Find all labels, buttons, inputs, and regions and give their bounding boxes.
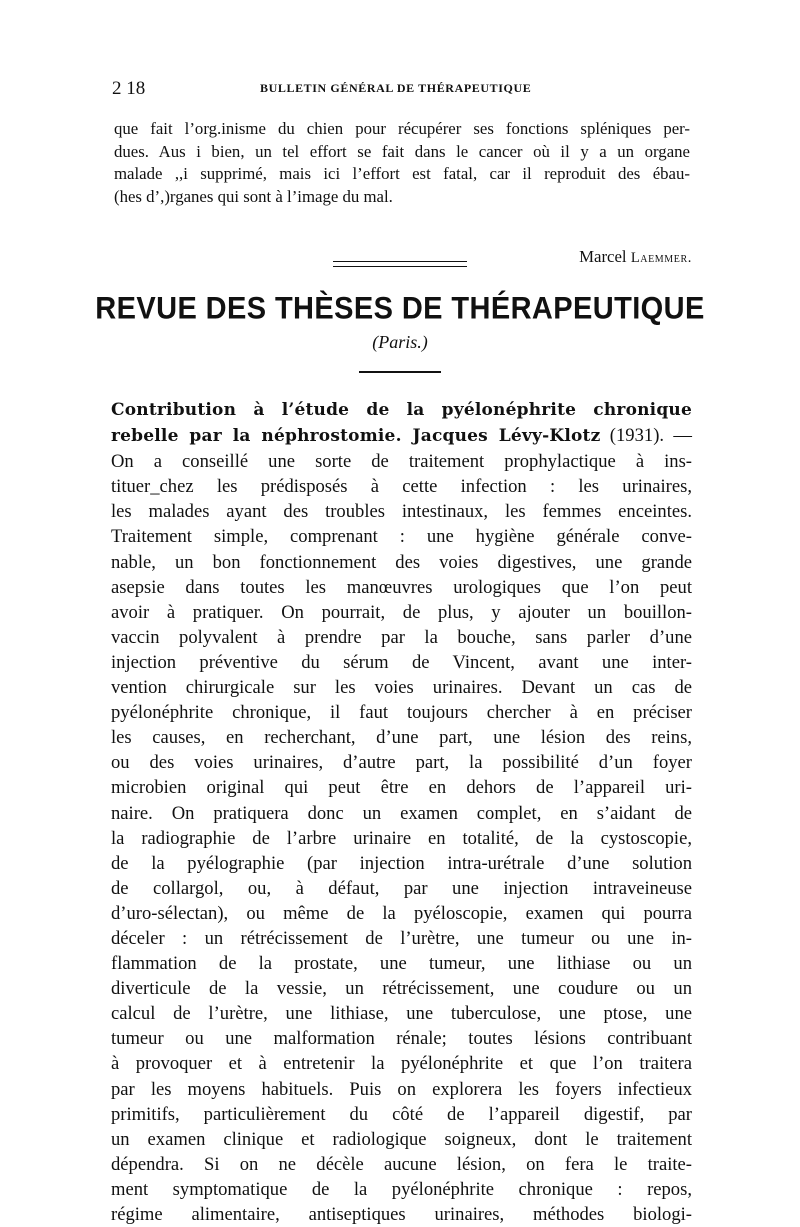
article-line: avoir à pratiquer. On pourrait, de plus, y ajouter un bouillon- <box>111 601 692 623</box>
article-line: ou des voies urinaires, d’autre part, la possibilité d’un foyer <box>111 752 692 774</box>
article-line: Traitement simple, comprenant : une hygiène générale conve- <box>111 526 692 548</box>
article-line: tumeur ou une malformation rénale; toutes lésions contribuant <box>111 1028 692 1050</box>
article-line: un examen clinique et radiologique soigneux, dont le traitement <box>111 1128 692 1150</box>
signature-last-name: Laemmer. <box>630 250 692 266</box>
article-line: ment symptomatique de la pyélonéphrite chronique : repos, <box>111 1178 692 1200</box>
journal-title: BULLETIN GÉNÉRAL DE THÉRAPEUTIQUE <box>260 81 532 95</box>
article-line: de collargol, ou, à défaut, par une injection intraveineuse <box>111 877 692 899</box>
article-title-bold: rebelle par la néphrostomie. Jacques Lévy-Klotz <box>111 426 601 447</box>
intro-line: malade ,,i supprimé, mais ici l’effort est fatal, car il reproduit des ébau- <box>114 164 690 183</box>
article-line: vention chirurgicale sur les voies urinaires. Devant un cas de <box>111 677 692 699</box>
article-line: dépendra. Si on ne décèle aucune lésion, on fera le traite- <box>111 1153 692 1175</box>
article-line: On a conseillé une sorte de traitement prophylactique à ins- <box>111 451 692 473</box>
article-line: les malades ayant des troubles intestinaux, les femmes enceintes. <box>111 501 692 523</box>
intro-line: que fait l’org.inisme du chien pour récupérer ses fonctions spléniques per- <box>114 119 690 138</box>
section-divider-single <box>359 371 441 373</box>
intro-line: dues. Aus i bien, un tel effort se fait dans le cancer où il y a un organe <box>114 141 690 161</box>
intro-paragraph <box>114 118 690 208</box>
article-line: la radiographie de l’arbre urinaire en totalité, de la cystoscopie, <box>111 827 692 849</box>
article-line: primitifs, particulièrement du côté de l’appareil digestif, par <box>111 1103 692 1125</box>
article-line: calcul de l’urètre, une lithiase, une tuberculose, une ptose, une <box>111 1003 692 1025</box>
article-line: les causes, en recherchant, d’une part, une lésion des reins, <box>111 727 692 749</box>
article-body <box>111 398 692 1227</box>
article-line: vaccin polyvalent à prendre par la bouche, sans parler d’une <box>111 626 692 648</box>
author-signature <box>579 247 692 267</box>
article-title-line: Contribution à l’étude de la pyélonéphrite chronique <box>111 400 692 420</box>
article-line: microbien original qui peut être en dehors de l’appareil uri- <box>111 777 692 799</box>
article-line: tituer_chez les prédisposés à cette infection : les urinaires, <box>111 476 692 498</box>
article-title-line <box>111 423 692 449</box>
article-line: flammation de la prostate, une tumeur, une lithiase ou un <box>111 953 692 975</box>
article-line: injection préventive du sérum de Vincent, avant une inter- <box>111 651 692 673</box>
article-line: déceler : un rétrécissement de l’urètre, une tumeur ou une in- <box>111 927 692 949</box>
article-line: d’uro-sélectan), ou même de la pyéloscopie, examen qui pourra <box>111 902 692 924</box>
signature-first-name: Marcel <box>579 247 627 266</box>
section-subtitle: (Paris.) <box>372 332 428 352</box>
article-line: diverticule de la vessie, un rétrécissement, une coudure ou un <box>111 978 692 1000</box>
article-line: pyélonéphrite chronique, il faut toujours chercher à en préciser <box>111 702 692 724</box>
article-title-year: (1931). — <box>600 425 692 447</box>
article-line: de la pyélographie (par injection intra-urétrale d’une solution <box>111 852 692 874</box>
article-line: à provoquer et à entretenir la pyélonéphrite et que l’on traitera <box>111 1053 692 1075</box>
article-line: par les moyens habituels. Puis on explorera les foyers infectieux <box>111 1078 692 1100</box>
intro-line: (hes d’,)rganes qui sont à l’image du mal. <box>114 186 393 206</box>
article-lines <box>111 449 692 1227</box>
section-title: REVUE DES THÈSES DE THÉRAPEUTIQUE <box>95 291 705 327</box>
page-number: 2 18 <box>112 78 146 99</box>
running-head <box>112 78 690 100</box>
article-line: asepsie dans toutes les manœuvres urologiques que l’on peut <box>111 576 692 598</box>
article-line: régime alimentaire, antiseptiques urinaires, méthodes biologi- <box>111 1204 692 1225</box>
article-line: nable, un bon fonctionnement des voies digestives, une grande <box>111 551 692 573</box>
section-divider-double <box>333 261 467 267</box>
article-line: naire. On pratiquera donc un examen complet, en s’aidant de <box>111 802 692 824</box>
